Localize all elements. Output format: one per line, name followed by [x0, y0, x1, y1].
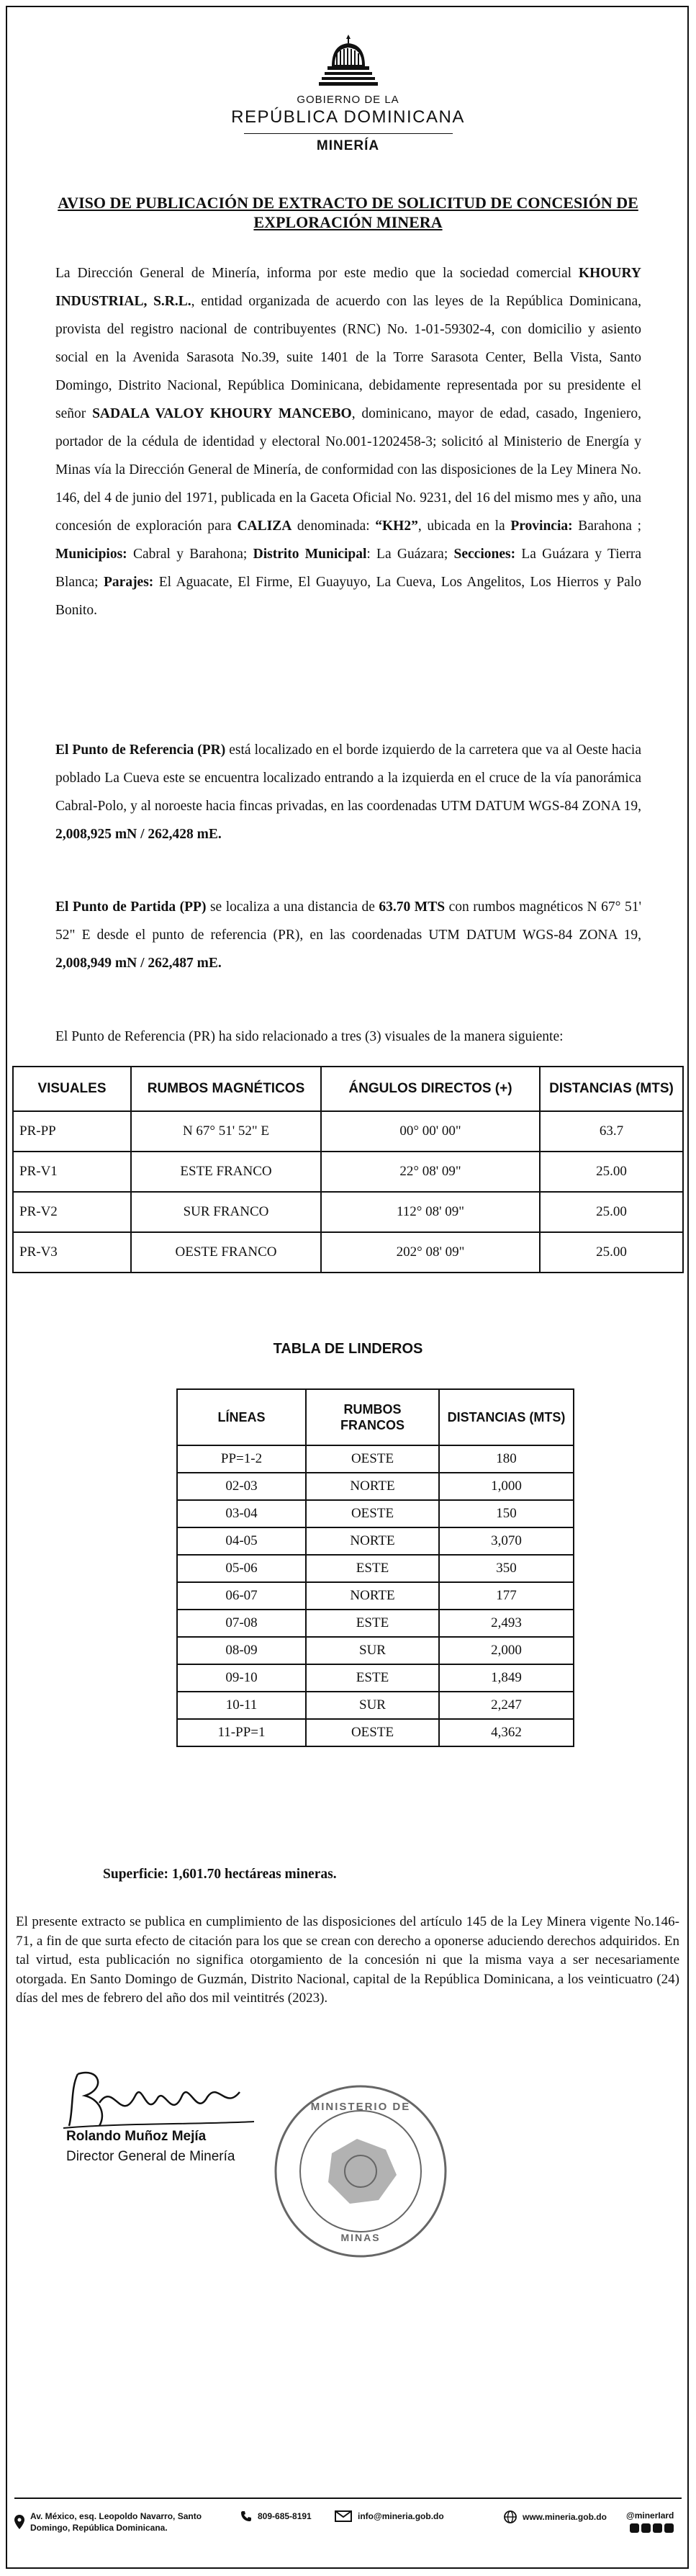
table-cell: 25.00 — [540, 1152, 683, 1192]
visuals-table — [12, 1066, 684, 1273]
reference-point-label: El Punto de Referencia (PR) — [55, 742, 226, 758]
table-row — [13, 1111, 683, 1152]
svg-text:MINISTERIO DE: MINISTERIO DE — [310, 2101, 411, 2113]
province-value: Barahona ; — [572, 519, 641, 534]
places-label: Parajes: — [104, 575, 154, 590]
svg-text:MINAS: MINAS — [340, 2232, 381, 2243]
starting-coordinates: 2,008,949 mN / 262,487 mE. — [55, 956, 222, 971]
table-cell: 07-08 — [177, 1610, 306, 1637]
table-cell: NORTE — [306, 1582, 439, 1610]
table-cell: PR-V2 — [13, 1192, 131, 1232]
col-header-rumbos-francos: RUMBOS FRANCOS — [306, 1389, 439, 1445]
table-cell: NORTE — [306, 1527, 439, 1555]
company-name: KHOURY INDUSTRIAL, S.R.L. — [55, 266, 641, 309]
text: denominada: — [291, 519, 376, 534]
table-cell: ESTE FRANCO — [131, 1152, 321, 1192]
notice-title-line2: EXPLORACIÓN MINERA — [253, 213, 443, 231]
footer-web-text: www.mineria.gob.do — [523, 2512, 607, 2522]
table-cell: OESTE — [306, 1445, 439, 1473]
col-header-lineas: LÍNEAS — [177, 1389, 306, 1445]
table-cell: PR-PP — [13, 1111, 131, 1152]
footer-email[interactable] — [335, 2510, 444, 2522]
col-header-visuales: VISUALES — [13, 1067, 131, 1111]
table-row — [177, 1527, 574, 1555]
national-emblem-icon — [317, 29, 379, 91]
table-cell: N 67° 51' 52" E — [131, 1111, 321, 1152]
boundaries-table — [176, 1388, 574, 1747]
table-cell: 25.00 — [540, 1232, 683, 1273]
country-name: REPÚBLICA DOMINICANA — [231, 107, 465, 127]
table-cell: PR-V1 — [13, 1152, 131, 1192]
notice-title — [36, 193, 660, 232]
table-cell: 09-10 — [177, 1664, 306, 1692]
youtube-icon[interactable] — [664, 2523, 674, 2533]
table-cell: PP=1-2 — [177, 1445, 306, 1473]
ministry-name: MINERÍA — [316, 138, 380, 153]
paragraph-reference-point — [55, 736, 641, 848]
table-cell: 10-11 — [177, 1692, 306, 1719]
table-cell: SUR FRANCO — [131, 1192, 321, 1232]
paragraph-legal-notice: El presente extracto se publica en cumplimiento de las disposiciones del artículo 145 de la Ley Minera vigente No.146-71, a fin de que surta efecto de citación para los que se crean con derecho a oponerse aduciendo derechos adquiridos. En tal virtud, esta publicación no significa otorgamiento de la concesión ni que la misma vaya a ser necesariamente otorgada. En Santo Domingo de Guzmán, Distrito Nacional, capital de la República Dominicana, a los veinticuatro (24) días del mes de febrero del año dos mil veintitrés (2023). — [16, 1914, 679, 2006]
table-cell: 2,000 — [439, 1637, 574, 1664]
paragraph-visuals-intro: El Punto de Referencia (PR) ha sido relacionado a tres (3) visuales de la manera siguiente: — [55, 1029, 564, 1044]
text: con rumbos magnéticos N 67° 51' 52" E desde el punto de referencia (PR), en las coordenadas UTM DATUM WGS-84 ZONA 19, — [55, 899, 642, 943]
col-header-distancias: DISTANCIAS (MTS) — [540, 1067, 683, 1111]
table-cell: 3,070 — [439, 1527, 574, 1555]
footer-address — [14, 2510, 217, 2534]
table-cell: 06-07 — [177, 1582, 306, 1610]
table-cell: OESTE — [306, 1500, 439, 1527]
president-name: SADALA VALOY KHOURY MANCEBO — [92, 406, 352, 421]
footer-address-text: Av. México, esq. Leopoldo Navarro, Santo Domingo, República Dominicana. — [30, 2511, 202, 2533]
table-cell: 2,247 — [439, 1692, 574, 1719]
table-cell: 04-05 — [177, 1527, 306, 1555]
table-row — [13, 1232, 683, 1273]
boundaries-table-title: TABLA DE LINDEROS — [273, 1341, 423, 1357]
paragraph-starting-point — [55, 893, 641, 977]
footer-social[interactable] — [626, 2510, 674, 2533]
location-pin-icon — [14, 2515, 24, 2529]
municipality-value: Cabral y Barahona; — [127, 547, 253, 562]
table-cell: 00° 00' 00" — [321, 1111, 540, 1152]
places-value: El Aguacate, El Firme, El Guayuyo, La Cueva, Los Angelitos, Los Hierros y Palo Bonito. — [55, 575, 641, 618]
table-row — [177, 1610, 574, 1637]
surface-area: Superficie: 1,601.70 hectáreas mineras. — [103, 1867, 337, 1882]
table-cell: 177 — [439, 1582, 574, 1610]
concession-name: “KH2” — [375, 519, 418, 534]
table-cell: ESTE — [306, 1610, 439, 1637]
province-label: Provincia: — [510, 519, 573, 534]
table-cell: 180 — [439, 1445, 574, 1473]
table-cell: 05-06 — [177, 1555, 306, 1582]
table-cell: NORTE — [306, 1473, 439, 1500]
municipality-label: Municipios: — [55, 547, 127, 562]
footer-web[interactable] — [504, 2510, 607, 2523]
table-cell: 22° 08' 09" — [321, 1152, 540, 1192]
footer — [14, 2498, 682, 2557]
table-cell: OESTE — [306, 1719, 439, 1746]
table-row — [177, 1637, 574, 1664]
mail-icon — [335, 2510, 352, 2522]
table-cell: 63.7 — [540, 1111, 683, 1152]
letterhead — [0, 29, 696, 154]
text: , ubicada en la — [417, 519, 511, 534]
globe-icon — [504, 2510, 517, 2523]
government-line: GOBIERNO DE LA — [297, 94, 399, 106]
table-cell: 2,493 — [439, 1610, 574, 1637]
table-cell: 350 — [439, 1555, 574, 1582]
text: se localiza a una distancia de — [206, 899, 379, 915]
text: , entidad organizada de acuerdo con las leyes de la República Dominicana, provista del registro nacional de contribuyentes (RNC) No. 1-01-59302-4, con domicilio y asiento social en la Avenida Sarasota No.39, suite 1401 de la Torre Sarasota Center, Bella Vista, Santo Domingo, Distrito Nacional, República Dominicana, debidamente representada por su presidente el señor — [55, 294, 641, 421]
table-cell: OESTE FRANCO — [131, 1232, 321, 1273]
table-row — [177, 1719, 574, 1746]
district-value: : La Guázara; — [366, 547, 454, 562]
col-header-rumbos: RUMBOS MAGNÉTICOS — [131, 1067, 321, 1111]
table-row — [177, 1582, 574, 1610]
table-cell: 1,849 — [439, 1664, 574, 1692]
table-row — [177, 1473, 574, 1500]
instagram-icon[interactable] — [630, 2523, 639, 2533]
table-cell: 11-PP=1 — [177, 1719, 306, 1746]
signatory-name: Rolando Muñoz Mejía — [66, 2129, 207, 2144]
mineral-name: CALIZA — [237, 519, 292, 534]
text: La Dirección General de Minería, informa por este medio que la sociedad comercial — [55, 266, 579, 281]
col-header-angulos: ÁNGULOS DIRECTOS (+) — [321, 1067, 540, 1111]
footer-phone[interactable] — [240, 2510, 312, 2522]
table-cell: 25.00 — [540, 1192, 683, 1232]
signature-block — [56, 2060, 661, 2333]
table-cell: 112° 08' 09" — [321, 1192, 540, 1232]
phone-icon — [240, 2510, 252, 2522]
reference-coordinates: 2,008,925 mN / 262,428 mE. — [55, 827, 222, 842]
table-row — [13, 1192, 683, 1232]
district-label: Distrito Municipal — [253, 547, 367, 562]
table-cell: 150 — [439, 1500, 574, 1527]
official-seal — [271, 2081, 451, 2261]
table-cell: 08-09 — [177, 1637, 306, 1664]
table-row — [177, 1692, 574, 1719]
table-row — [177, 1445, 574, 1473]
twitter-icon[interactable] — [653, 2523, 662, 2533]
col-header-distancias: DISTANCIAS (MTS) — [439, 1389, 574, 1445]
text: está localizado en el borde izquierdo de la carretera que va al Oeste hacia poblado La Cueva este se encuentra localizado entrando a la izquierda en el cruce de la vía panorámica Cabral-Polo, y al noroeste hacia fincas privadas, en las coordenadas UTM DATUM WGS-84 ZONA 19, — [55, 742, 642, 814]
letterhead-divider — [244, 133, 453, 134]
footer-phone-text: 809-685-8191 — [258, 2511, 312, 2521]
table-cell: SUR — [306, 1637, 439, 1664]
notice-title-line1: AVISO DE PUBLICACIÓN DE EXTRACTO DE SOLICITUD DE CONCESIÓN DE — [58, 194, 638, 212]
table-cell: 4,362 — [439, 1719, 574, 1746]
sections-label: Secciones: — [453, 547, 516, 562]
text: , dominicano, mayor de edad, casado, Ingeniero, portador de la cédula de identidad y electoral No.001-1202458-3; solicitó al Ministerio de Energía y Minas vía la Dirección General de Minería, de conformidad con las disposiciones de la Ley Minera No. 146, del 4 de junio del 1971, publicada en la Gaceta Oficial No. 9231, del 16 del mismo mes y año, una concesión de exploración para — [55, 406, 641, 534]
table-cell: ESTE — [306, 1555, 439, 1582]
handwritten-signature — [56, 2060, 258, 2139]
footer-email-text: info@mineria.gob.do — [358, 2511, 444, 2521]
paragraph-applicant — [55, 259, 641, 624]
footer-social-handle: @minerIard — [626, 2510, 674, 2521]
table-cell: 1,000 — [439, 1473, 574, 1500]
starting-distance: 63.70 MTS — [379, 899, 446, 915]
table-row — [177, 1664, 574, 1692]
table-row — [13, 1152, 683, 1192]
signatory-role: Director General de Minería — [66, 2149, 235, 2164]
table-cell: 03-04 — [177, 1500, 306, 1527]
facebook-icon[interactable] — [641, 2523, 651, 2533]
sections-value: La Guázara y Tierra Blanca; — [55, 547, 641, 590]
table-cell: SUR — [306, 1692, 439, 1719]
table-cell: 02-03 — [177, 1473, 306, 1500]
table-cell: PR-V3 — [13, 1232, 131, 1273]
social-icons — [630, 2523, 674, 2533]
table-row — [177, 1555, 574, 1582]
starting-point-label: El Punto de Partida (PP) — [55, 899, 207, 915]
table-row — [177, 1500, 574, 1527]
table-cell: ESTE — [306, 1664, 439, 1692]
table-cell: 202° 08' 09" — [321, 1232, 540, 1273]
